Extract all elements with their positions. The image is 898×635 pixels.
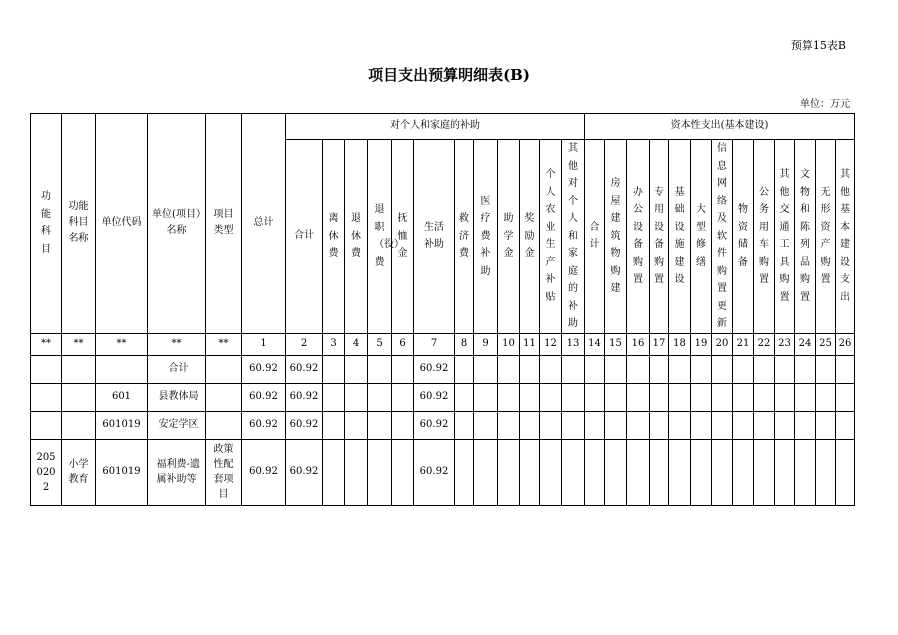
cell-p-total: 60.92 [286, 439, 323, 505]
cell-func-name: 小学教育 [62, 439, 96, 505]
table-row [31, 439, 855, 505]
cell-unit-code: 601 [96, 383, 148, 411]
col-header-p-7: 医疗费补助 [474, 140, 498, 334]
col-header-c-3: 专用设备购置 [650, 140, 669, 334]
group-header-capital: 资本性支出(基本建设) [585, 114, 855, 140]
cell-unit-name: 合计 [148, 355, 206, 383]
cell-unit-code: 601019 [96, 439, 148, 505]
cell-proj-type: 政策性配套项目 [206, 439, 242, 505]
cell-func-code [31, 355, 62, 383]
col-header-c-6: 信息网络及软件购置更新 [712, 140, 733, 334]
col-header-p-4: 抚恤金 [392, 140, 414, 334]
table-number-tag: 预算15表B [790, 39, 846, 52]
cell-proj-type [206, 383, 242, 411]
index-cell: 13 [562, 333, 585, 355]
cell-unit-name: 县教体局 [148, 383, 206, 411]
col-header-unit-name: 单位(项目）名称 [148, 114, 206, 334]
col-header-p-5: 生活补助 [414, 140, 455, 334]
col-header-c-9: 其他交通工具购置 [775, 140, 795, 334]
cell-unit-name: 安定学区 [148, 411, 206, 439]
cell-p-total: 60.92 [286, 355, 323, 383]
index-cell: ** [206, 333, 242, 355]
index-cell: ** [62, 333, 96, 355]
cell-living: 60.92 [414, 411, 455, 439]
index-cell: ** [96, 333, 148, 355]
col-header-p-2: 退休费 [345, 140, 368, 334]
index-cell: 24 [795, 333, 816, 355]
index-cell: 9 [474, 333, 498, 355]
index-cell: 3 [323, 333, 345, 355]
cell-living: 60.92 [414, 439, 455, 505]
group-header-personal: 对个人和家庭的补助 [286, 114, 585, 140]
index-cell: 10 [498, 333, 520, 355]
index-cell: ** [31, 333, 62, 355]
index-cell: 16 [627, 333, 650, 355]
index-cell: 4 [345, 333, 368, 355]
table-row [31, 355, 855, 383]
cell-p-total: 60.92 [286, 411, 323, 439]
col-header-p-1: 离休费 [323, 140, 345, 334]
unit-label: 单位：万元 [800, 99, 850, 110]
col-header-c-2: 办公设备购置 [627, 140, 650, 334]
cell-living: 60.92 [414, 383, 455, 411]
cell-func-code [31, 411, 62, 439]
cell-func-code [31, 383, 62, 411]
col-header-c-12: 其他基本建设支出 [836, 140, 855, 334]
index-cell: 15 [605, 333, 627, 355]
index-cell: 1 [242, 333, 286, 355]
col-header-c-total: 合计 [585, 140, 605, 334]
index-cell: 17 [650, 333, 669, 355]
index-cell: 12 [540, 333, 562, 355]
col-header-c-7: 物资储备 [733, 140, 754, 334]
index-cell: 14 [585, 333, 605, 355]
index-cell: 6 [392, 333, 414, 355]
col-header-p-8: 助学金 [498, 140, 520, 334]
cell-total: 60.92 [242, 439, 286, 505]
table-row [31, 411, 855, 439]
page-title: 项目支出预算明细表(B) [368, 66, 530, 84]
col-header-c-11: 无形资产购置 [816, 140, 836, 334]
cell-p-total: 60.92 [286, 383, 323, 411]
col-header-p-11: 其他对个人和家庭的补助 [562, 140, 585, 334]
index-cell: 20 [712, 333, 733, 355]
col-header-c-4: 基础设施建设 [669, 140, 691, 334]
budget-table [30, 113, 855, 506]
index-cell: 11 [520, 333, 540, 355]
col-header-p-total: 合计 [286, 140, 323, 334]
col-header-func-name: 功能科目名称 [62, 114, 96, 334]
index-cell: 26 [836, 333, 855, 355]
cell-unit-code: 601019 [96, 411, 148, 439]
index-cell: 21 [733, 333, 754, 355]
col-header-total: 总计 [242, 114, 286, 334]
col-header-c-1: 房屋建筑物购建 [605, 140, 627, 334]
cell-proj-type [206, 411, 242, 439]
index-cell: 25 [816, 333, 836, 355]
col-header-proj-type: 项目类型 [206, 114, 242, 334]
col-header-unit-code: 单位代码 [96, 114, 148, 334]
index-cell: 5 [368, 333, 392, 355]
index-row [31, 333, 855, 355]
col-header-func-code: 功能科目 [31, 114, 62, 334]
index-cell: ** [148, 333, 206, 355]
cell-living: 60.92 [414, 355, 455, 383]
index-cell: 19 [691, 333, 712, 355]
index-cell: 2 [286, 333, 323, 355]
index-cell: 7 [414, 333, 455, 355]
cell-total: 60.92 [242, 383, 286, 411]
cell-func-name [62, 383, 96, 411]
col-header-p-6: 救济费 [455, 140, 474, 334]
cell-func-name [62, 411, 96, 439]
col-header-p-10: 个人农业生产补贴 [540, 140, 562, 334]
index-cell: 22 [754, 333, 775, 355]
cell-unit-code [96, 355, 148, 383]
index-cell: 18 [669, 333, 691, 355]
col-header-c-8: 公务用车购置 [754, 140, 775, 334]
col-header-p-3: 退职（役）费 [368, 140, 392, 334]
cell-total: 60.92 [242, 411, 286, 439]
cell-func-code: 2050202 [31, 439, 62, 505]
cell-func-name [62, 355, 96, 383]
cell-total: 60.92 [242, 355, 286, 383]
col-header-c-10: 文物和陈列品购置 [795, 140, 816, 334]
col-header-c-5: 大型修缮 [691, 140, 712, 334]
cell-unit-name: 福利费-遗属补助等 [148, 439, 206, 505]
header-row-groups [31, 114, 855, 140]
col-header-p-9: 奖励金 [520, 140, 540, 334]
index-cell: 8 [455, 333, 474, 355]
table-row [31, 383, 855, 411]
index-cell: 23 [775, 333, 795, 355]
cell-proj-type [206, 355, 242, 383]
